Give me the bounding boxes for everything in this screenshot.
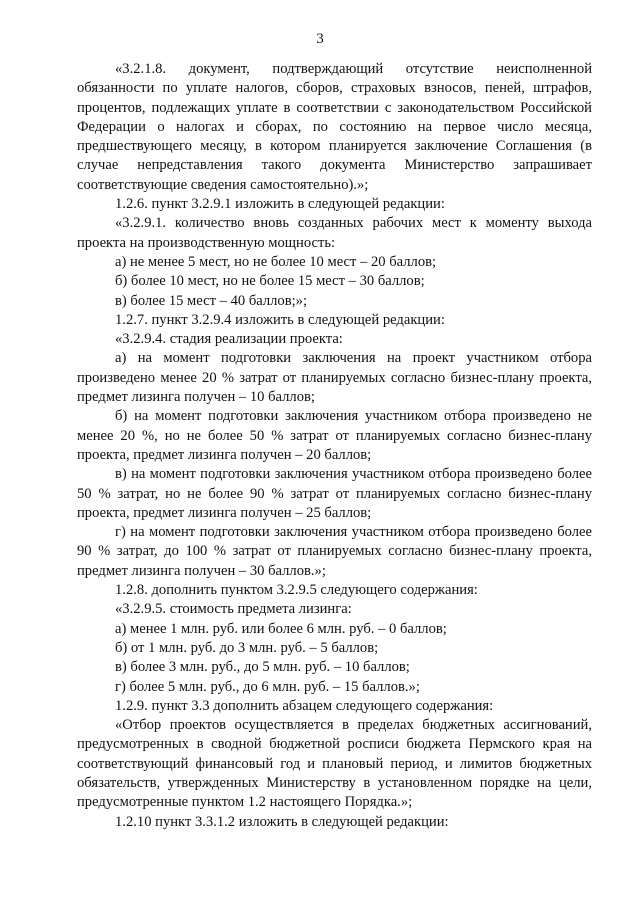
page-number: 3	[316, 31, 324, 47]
paragraph: г) более 5 млн. руб., до 6 млн. руб. – 15 баллов.»;	[115, 678, 420, 695]
paragraph: г) на момент подготовки заключения участником отбора произведено более 90 % затрат, до 100 % затрат от планируемых согласно бизнес-плану проекта, предмет лизинга получен – 30 баллов.»;	[77, 524, 592, 579]
paragraph: б) от 1 млн. руб. до 3 млн. руб. – 5 баллов;	[115, 639, 379, 656]
paragraph: 1.2.8. дополнить пунктом 3.2.9.5 следующего содержания:	[115, 582, 478, 599]
paragraph: «3.2.1.8. документ, подтверждающий отсутствие неисполненной обязанности по уплате налогов, сборов, страховых взносов, пеней, штрафов, процентов, подлежащих уплате в соответствии с законодательством Российской Федерации о налогах и сборах, по состоянию на первое число месяца, предшествующего месяцу, в котором планируется заключение Соглашения (в случае непредставления такого документа Министерство запрашивает соответствующие сведения самостоятельно).»;	[77, 61, 592, 193]
paragraph: в) более 3 млн. руб., до 5 млн. руб. – 10 баллов;	[115, 659, 410, 676]
paragraph: а) менее 1 млн. руб. или более 6 млн. руб. – 0 баллов;	[115, 620, 447, 637]
paragraph: б) более 10 мест, но не более 15 мест – 30 баллов;	[115, 273, 425, 290]
paragraph: 1.2.6. пункт 3.2.9.1 изложить в следующей редакции:	[115, 196, 445, 213]
paragraph: 1.2.7. пункт 3.2.9.4 изложить в следующей редакции:	[115, 311, 445, 328]
paragraph: б) на момент подготовки заключения участником отбора произведено не менее 20 %, но не более 50 % затрат от планируемых согласно бизнес-плану проекта, предмет лизинга получен – 20 баллов;	[77, 408, 592, 463]
paragraph: в) на момент подготовки заключения участником отбора произведено более 50 % затрат, но не более 90 % затрат от планируемых согласно бизнес-плану проекта, предмет лизинга получен – 25 баллов;	[77, 466, 592, 521]
paragraph: в) более 15 мест – 40 баллов;»;	[115, 292, 308, 309]
paragraph: «3.2.9.4. стадия реализации проекта:	[115, 331, 343, 348]
paragraph: 1.2.10 пункт 3.3.1.2 изложить в следующей редакции:	[115, 813, 449, 830]
document-body	[77, 60, 592, 832]
paragraph: 1.2.9. пункт 3.3 дополнить абзацем следующего содержания:	[115, 697, 494, 714]
paragraph: «Отбор проектов осуществляется в пределах бюджетных ассигнований, предусмотренных в сводной бюджетной росписи бюджета Пермского края на соответствующий финансовый год и плановый период, и лимитов бюджетных обязательств, утвержденных Министерству в установленном порядке на цели, предусмотренные пунктом 1.2 настоящего Порядка.»;	[77, 717, 592, 811]
paragraph: «3.2.9.1. количество вновь созданных рабочих мест к моменту выхода проекта на производственную мощность:	[77, 215, 592, 251]
paragraph: «3.2.9.5. стоимость предмета лизинга:	[115, 601, 352, 618]
paragraph: а) на момент подготовки заключения на проект участником отбора произведено менее 20 % затрат от планируемых согласно бизнес-плану проекта, предмет лизинга получен – 10 баллов;	[77, 350, 592, 406]
paragraph: а) не менее 5 мест, но не более 10 мест – 20 баллов;	[115, 253, 437, 270]
